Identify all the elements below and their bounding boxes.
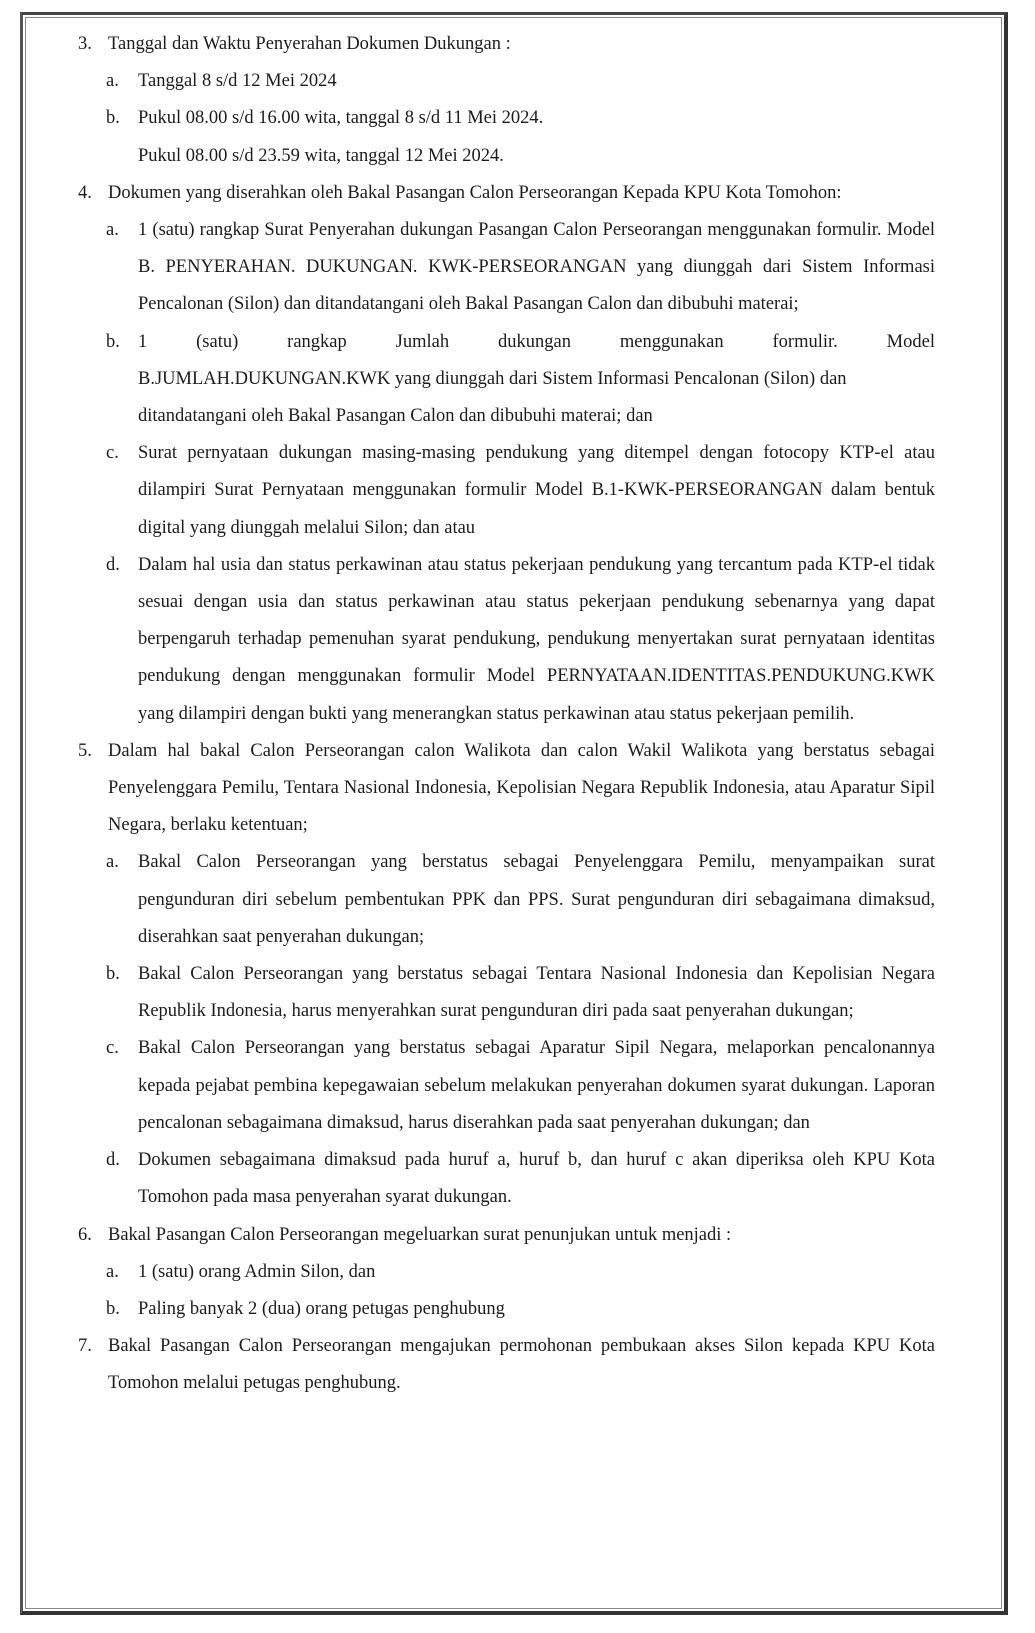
item-text: Bakal Pasangan Calon Perseorangan mengajukan permohonan pembukaan akses Silon kepada KPU Kota Tomohon melalui petugas penghubung.: [108, 1336, 935, 1394]
word: formulir.: [772, 331, 838, 352]
sub-item-4a: [0, 212, 1035, 324]
sub-item-6a: [0, 1254, 1035, 1291]
sub-item-letter: a.: [106, 1261, 119, 1282]
word: dukungan: [497, 331, 571, 352]
word: (satu): [196, 331, 239, 352]
item-text: Dalam hal bakal Calon Perseorangan calon Walikota dan calon Wakil Walikota yang berstatus sebagai Penyelenggara Pemilu, Tentara Nasional Indonesia, Kepolisian Negara Republik Indonesia, atau Aparatur Sipil Negara, berlaku ketentuan;: [108, 740, 935, 836]
sub-item-letter: c.: [106, 1038, 119, 1059]
item-text: Bakal Pasangan Calon Perseorangan megeluarkan surat penunjukan untuk menjadi :: [108, 1224, 732, 1245]
sub-item-text: Dokumen sebagaimana dimaksud pada huruf a, huruf b, dan huruf c akan diperiksa oleh KPU Kota Tomohon pada masa penyerahan syarat dukungan.: [138, 1150, 935, 1208]
sub-item-text: 1 (satu) orang Admin Silon, dan: [138, 1261, 376, 1282]
sub-item-text: Bakal Calon Perseorangan yang berstatus sebagai Aparatur Sipil Negara, melaporkan pencalonannya kepada pejabat pembina kepegawaian sebelum melakukan penyerahan dokumen syarat dukungan. Laporan pencalonan sebagaimana dimaksud, harus diserahkan pada saat penyerahan dukungan; dan: [138, 1038, 935, 1133]
sub-item-letter: b.: [106, 331, 120, 352]
sub-item-5a: [0, 844, 1035, 956]
sub-item-text: Tanggal 8 s/d 12 Mei 2024: [138, 71, 337, 92]
sub-item-letter: d.: [106, 1150, 120, 1171]
sub-item-letter: b.: [106, 108, 120, 129]
sub-item-4c: [0, 435, 1035, 547]
sub-item-letter: b.: [106, 1298, 120, 1319]
list-item-5: [0, 733, 1035, 845]
sub-item-letter: c.: [106, 443, 119, 464]
item-text: Dokumen yang diserahkan oleh Bakal Pasangan Calon Perseorangan Kepada KPU Kota Tomohon:: [108, 182, 842, 203]
list-item-7: [0, 1328, 1035, 1402]
list-item-3: [0, 26, 1035, 63]
sub-item-4b: [0, 324, 1035, 436]
sub-item-text: Pukul 08.00 s/d 16.00 wita, tanggal 8 s/d 11 Mei 2024.: [138, 108, 544, 129]
item-text: Tanggal dan Waktu Penyerahan Dokumen Dukungan :: [108, 34, 511, 54]
sub-item-5d: [0, 1142, 1035, 1216]
list-item-4: [0, 175, 1035, 212]
word: Jumlah: [395, 331, 450, 352]
sub-item-4d: [0, 547, 1035, 733]
sub-item-text: 1 (satu) rangkap Surat Penyerahan dukungan Pasangan Calon Perseorangan menggunakan formulir. Model B. PENYERAHAN. DUKUNGAN. KWK-PERSEORANGAN yang diunggah dari Sistem Informasi Pencalonan (Silon) dan ditandatangani oleh Bakal Pasangan Calon dan dibubuhi materai;: [138, 220, 935, 315]
item-number: 4.: [78, 182, 92, 203]
sub-item-continuation: Pukul 08.00 s/d 23.59 wita, tanggal 12 Mei 2024.: [138, 145, 504, 166]
word: rangkap: [287, 331, 347, 352]
sub-item-text: B.JUMLAH.DUKUNGAN.KWK yang diunggah dari Sistem Informasi Pencalonan (Silon) dan ditandatangani oleh Bakal Pasangan Calon dan dibubuhi materai; dan: [138, 368, 847, 427]
sub-item-letter: a.: [106, 852, 119, 873]
sub-item-text: Dalam hal usia dan status perkawinan atau status pekerjaan pendukung yang tercantum pada KTP-el tidak sesuai dengan usia dan status perkawinan atau status pekerjaan pendukung sebenarnya yang dapat berpengaruh terhadap pemenuhan syarat pendukung, pendukung menyertakan surat pernyataan identitas pendukung dengan menggunakan formulir Model PERNYATAAN.IDENTITAS.PENDUKUNG.KWK yang dilampiri dengan bukti yang menerangkan status perkawinan atau status pekerjaan pemilih.: [138, 554, 935, 724]
item-number: 6.: [78, 1224, 92, 1245]
sub-item-text: Paling banyak 2 (dua) orang petugas penghubung: [138, 1298, 505, 1319]
document-body: [0, 26, 1035, 1403]
sub-item-5c: [0, 1030, 1035, 1142]
word: 1: [138, 331, 148, 352]
item-number: 3.: [78, 34, 92, 54]
sub-item-text: Bakal Calon Perseorangan yang berstatus sebagai Penyelenggara Pemilu, menyampaikan surat pengunduran diri sebelum pembentukan PPK dan PPS. Surat pengunduran diri sebagaimana dimaksud, diserahkan saat penyerahan dukungan;: [138, 852, 935, 947]
sub-item-text: Bakal Calon Perseorangan yang berstatus sebagai Tentara Nasional Indonesia dan Kepolisian Negara Republik Indonesia, harus menyerahkan surat pengunduran diri pada saat penyerahan dukungan;: [138, 964, 935, 1022]
list-item-6: [0, 1217, 1035, 1254]
item-number: 7.: [78, 1336, 92, 1357]
sub-item-letter: a.: [106, 71, 119, 92]
sub-item-5b: [0, 956, 1035, 1030]
sub-item-6b: [0, 1291, 1035, 1328]
sub-item-first-line: [138, 324, 935, 361]
sub-item-letter: b.: [106, 964, 120, 985]
word: Model: [886, 331, 935, 352]
sub-item-3a: [0, 63, 1035, 100]
sub-item-3b: [0, 100, 1035, 174]
sub-item-text: Surat pernyataan dukungan masing-masing pendukung yang ditempel dengan fotocopy KTP-el atau dilampiri Surat Pernyataan menggunakan formulir Model B.1-KWK-PERSEORANGAN dalam bentuk digital yang diunggah melalui Silon; dan atau: [138, 443, 935, 538]
sub-item-letter: a.: [106, 220, 119, 241]
word: menggunakan: [619, 331, 724, 352]
sub-item-letter: d.: [106, 554, 120, 575]
item-number: 5.: [78, 740, 92, 761]
